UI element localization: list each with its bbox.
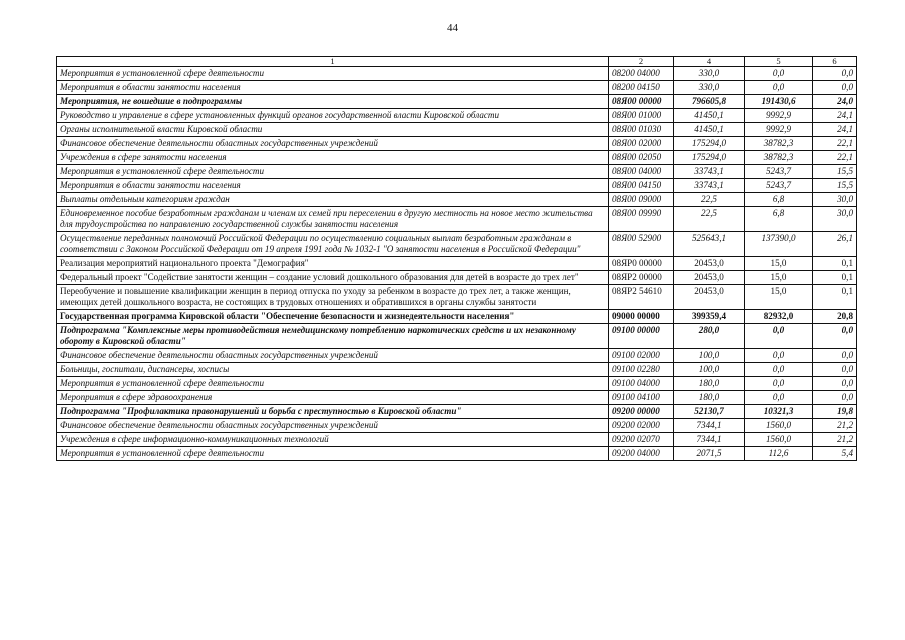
row-percent-cell: 0,1 — [813, 271, 857, 285]
row-fact-cell: 112,6 — [745, 447, 813, 461]
row-code-cell: 09200 02000 — [609, 419, 674, 433]
row-fact-cell: 0,0 — [745, 324, 813, 349]
row-percent-cell: 5,4 — [813, 447, 857, 461]
table-row — [57, 377, 857, 391]
row-plan-cell: 41450,1 — [674, 109, 745, 123]
row-plan-cell: 33743,1 — [674, 165, 745, 179]
row-name-cell: Учреждения в сфере информационно-коммуникационных технологий — [57, 433, 609, 447]
table-row — [57, 310, 857, 324]
row-plan-cell: 22,5 — [674, 193, 745, 207]
row-code-cell: 08Я00 09990 — [609, 207, 674, 232]
row-code-cell: 08Я00 09000 — [609, 193, 674, 207]
table-header-row — [57, 57, 857, 67]
table-row — [57, 447, 857, 461]
row-percent-cell: 0,0 — [813, 377, 857, 391]
row-fact-cell: 82932,0 — [745, 310, 813, 324]
table-row — [57, 81, 857, 95]
row-percent-cell: 24,0 — [813, 95, 857, 109]
row-code-cell: 09100 02280 — [609, 363, 674, 377]
row-name-cell: Мероприятия в сфере здравоохранения — [57, 391, 609, 405]
row-name-cell: Финансовое обеспечение деятельности областных государственных учреждений — [57, 137, 609, 151]
row-plan-cell: 20453,0 — [674, 257, 745, 271]
row-code-cell: 09100 04000 — [609, 377, 674, 391]
row-fact-cell: 5243,7 — [745, 165, 813, 179]
table-row — [57, 109, 857, 123]
row-code-cell: 09000 00000 — [609, 310, 674, 324]
row-name-cell: Мероприятия в области занятости населения — [57, 179, 609, 193]
row-fact-cell: 38782,3 — [745, 137, 813, 151]
row-code-cell: 08Я00 01030 — [609, 123, 674, 137]
budget-table — [56, 56, 857, 461]
header-col-1: 1 — [57, 57, 609, 67]
row-percent-cell: 24,1 — [813, 123, 857, 137]
row-name-cell: Государственная программа Кировской области "Обеспечение безопасности и жизнедеятельности населения" — [57, 310, 609, 324]
table-row — [57, 179, 857, 193]
row-code-cell: 09200 00000 — [609, 405, 674, 419]
row-name-cell: Федеральный проект "Содействие занятости женщин – создание условий дошкольного образования для детей в возрасте до трех лет" — [57, 271, 609, 285]
row-plan-cell: 7344,1 — [674, 419, 745, 433]
row-name-cell: Осуществление переданных полномочий Российской Федерации по осуществлению социальных выплат безработным гражданам в соответствии с Законом Российской Федерации от 19 апреля 1991 года № 1032-1 "О занятости населения в Российской Федерации" — [57, 232, 609, 257]
row-name-cell: Реализация мероприятий национального проекта "Демография" — [57, 257, 609, 271]
row-code-cell: 08Я00 02000 — [609, 137, 674, 151]
budget-table-body — [57, 57, 857, 461]
row-name-cell: Подпрограмма "Профилактика правонарушений и борьба с преступностью в Кировской области" — [57, 405, 609, 419]
header-col-2: 2 — [609, 57, 674, 67]
row-fact-cell: 1560,0 — [745, 419, 813, 433]
row-name-cell: Переобучение и повышение квалификации женщин в период отпуска по уходу за ребенком в возрасте до трех лет, а также женщин, имеющих детей дошкольного возраста, не состоящих в трудовых отношениях и обратившихся в органы службы занятости — [57, 285, 609, 310]
page-number: 44 — [447, 22, 458, 34]
row-plan-cell: 7344,1 — [674, 433, 745, 447]
row-percent-cell: 0,0 — [813, 391, 857, 405]
table-row — [57, 363, 857, 377]
table-row — [57, 349, 857, 363]
row-plan-cell: 525643,1 — [674, 232, 745, 257]
row-name-cell: Финансовое обеспечение деятельности областных государственных учреждений — [57, 349, 609, 363]
row-percent-cell: 22,1 — [813, 151, 857, 165]
row-plan-cell: 175294,0 — [674, 151, 745, 165]
row-plan-cell: 399359,4 — [674, 310, 745, 324]
table-row — [57, 257, 857, 271]
row-percent-cell: 30,0 — [813, 207, 857, 232]
row-plan-cell: 20453,0 — [674, 285, 745, 310]
row-percent-cell: 22,1 — [813, 137, 857, 151]
table-row — [57, 433, 857, 447]
row-name-cell: Мероприятия в установленной сфере деятельности — [57, 377, 609, 391]
row-code-cell: 09100 00000 — [609, 324, 674, 349]
row-plan-cell: 180,0 — [674, 377, 745, 391]
row-percent-cell: 0,0 — [813, 349, 857, 363]
row-code-cell: 08Я00 04000 — [609, 165, 674, 179]
row-fact-cell: 15,0 — [745, 285, 813, 310]
table-row — [57, 95, 857, 109]
row-code-cell: 08Я00 01000 — [609, 109, 674, 123]
row-name-cell: Выплаты отдельным категориям граждан — [57, 193, 609, 207]
row-plan-cell: 796605,8 — [674, 95, 745, 109]
row-fact-cell: 191430,6 — [745, 95, 813, 109]
row-percent-cell: 0,0 — [813, 67, 857, 81]
row-name-cell: Учреждения в сфере занятости населения — [57, 151, 609, 165]
row-plan-cell: 100,0 — [674, 363, 745, 377]
table-row — [57, 165, 857, 179]
row-fact-cell: 10321,3 — [745, 405, 813, 419]
row-code-cell: 08ЯР0 00000 — [609, 257, 674, 271]
row-name-cell: Мероприятия в области занятости населения — [57, 81, 609, 95]
row-plan-cell: 330,0 — [674, 67, 745, 81]
row-percent-cell: 0,0 — [813, 81, 857, 95]
table-row — [57, 151, 857, 165]
table-row — [57, 232, 857, 257]
table-row — [57, 324, 857, 349]
row-code-cell: 08200 04150 — [609, 81, 674, 95]
table-row — [57, 419, 857, 433]
row-plan-cell: 175294,0 — [674, 137, 745, 151]
row-fact-cell: 0,0 — [745, 391, 813, 405]
row-percent-cell: 15,5 — [813, 165, 857, 179]
header-col-5: 5 — [745, 57, 813, 67]
row-name-cell: Единовременное пособие безработным гражданам и членам их семей при переселении в другую местность на новое место жительства для трудоустройства по направлению государственной службы занятости населения — [57, 207, 609, 232]
row-plan-cell: 100,0 — [674, 349, 745, 363]
row-code-cell: 08Я00 04150 — [609, 179, 674, 193]
row-fact-cell: 15,0 — [745, 257, 813, 271]
row-fact-cell: 137390,0 — [745, 232, 813, 257]
row-percent-cell: 21,2 — [813, 419, 857, 433]
row-percent-cell: 19,8 — [813, 405, 857, 419]
row-plan-cell: 52130,7 — [674, 405, 745, 419]
table-row — [57, 207, 857, 232]
row-fact-cell: 0,0 — [745, 363, 813, 377]
row-code-cell: 09100 04100 — [609, 391, 674, 405]
header-col-6: 6 — [813, 57, 857, 67]
row-fact-cell: 1560,0 — [745, 433, 813, 447]
row-plan-cell: 22,5 — [674, 207, 745, 232]
row-code-cell: 08Я00 02050 — [609, 151, 674, 165]
row-fact-cell: 6,8 — [745, 193, 813, 207]
row-name-cell: Руководство и управление в сфере установленных функций органов государственной власти Кировской области — [57, 109, 609, 123]
row-plan-cell: 2071,5 — [674, 447, 745, 461]
row-plan-cell: 180,0 — [674, 391, 745, 405]
row-percent-cell: 24,1 — [813, 109, 857, 123]
row-percent-cell: 0,0 — [813, 324, 857, 349]
row-code-cell: 08ЯР2 00000 — [609, 271, 674, 285]
row-name-cell: Мероприятия в установленной сфере деятельности — [57, 67, 609, 81]
row-name-cell: Больницы, госпитали, диспансеры, хосписы — [57, 363, 609, 377]
row-percent-cell: 20,8 — [813, 310, 857, 324]
row-fact-cell: 9992,9 — [745, 123, 813, 137]
row-fact-cell: 0,0 — [745, 349, 813, 363]
row-name-cell: Органы исполнительной власти Кировской области — [57, 123, 609, 137]
row-name-cell: Финансовое обеспечение деятельности областных государственных учреждений — [57, 419, 609, 433]
row-fact-cell: 6,8 — [745, 207, 813, 232]
row-percent-cell: 0,1 — [813, 257, 857, 271]
row-fact-cell: 0,0 — [745, 81, 813, 95]
row-fact-cell: 38782,3 — [745, 151, 813, 165]
table-row — [57, 271, 857, 285]
row-percent-cell: 30,0 — [813, 193, 857, 207]
row-code-cell: 09100 02000 — [609, 349, 674, 363]
row-percent-cell: 15,5 — [813, 179, 857, 193]
row-name-cell: Подпрограмма "Комплексные меры противодействия немедицинскому потреблению наркотических средств и их незаконному обороту в Кировской области" — [57, 324, 609, 349]
row-code-cell: 09200 04000 — [609, 447, 674, 461]
row-fact-cell: 5243,7 — [745, 179, 813, 193]
table-row — [57, 123, 857, 137]
row-plan-cell: 41450,1 — [674, 123, 745, 137]
row-plan-cell: 280,0 — [674, 324, 745, 349]
row-plan-cell: 20453,0 — [674, 271, 745, 285]
row-fact-cell: 9992,9 — [745, 109, 813, 123]
row-fact-cell: 0,0 — [745, 67, 813, 81]
row-name-cell: Мероприятия в установленной сфере деятельности — [57, 165, 609, 179]
table-row — [57, 67, 857, 81]
header-col-4: 4 — [674, 57, 745, 67]
row-percent-cell: 26,1 — [813, 232, 857, 257]
row-fact-cell: 15,0 — [745, 271, 813, 285]
row-code-cell: 08ЯР2 54610 — [609, 285, 674, 310]
row-code-cell: 08200 04000 — [609, 67, 674, 81]
table-row — [57, 193, 857, 207]
row-percent-cell: 0,1 — [813, 285, 857, 310]
table-row — [57, 391, 857, 405]
row-name-cell: Мероприятия, не вошедшие в подпрограммы — [57, 95, 609, 109]
row-plan-cell: 330,0 — [674, 81, 745, 95]
row-plan-cell: 33743,1 — [674, 179, 745, 193]
table-row — [57, 137, 857, 151]
row-code-cell: 09200 02070 — [609, 433, 674, 447]
row-percent-cell: 0,0 — [813, 363, 857, 377]
table-row — [57, 405, 857, 419]
table-row — [57, 285, 857, 310]
row-code-cell: 08Я00 52900 — [609, 232, 674, 257]
row-fact-cell: 0,0 — [745, 377, 813, 391]
row-name-cell: Мероприятия в установленной сфере деятельности — [57, 447, 609, 461]
row-code-cell: 08Я00 00000 — [609, 95, 674, 109]
row-percent-cell: 21,2 — [813, 433, 857, 447]
